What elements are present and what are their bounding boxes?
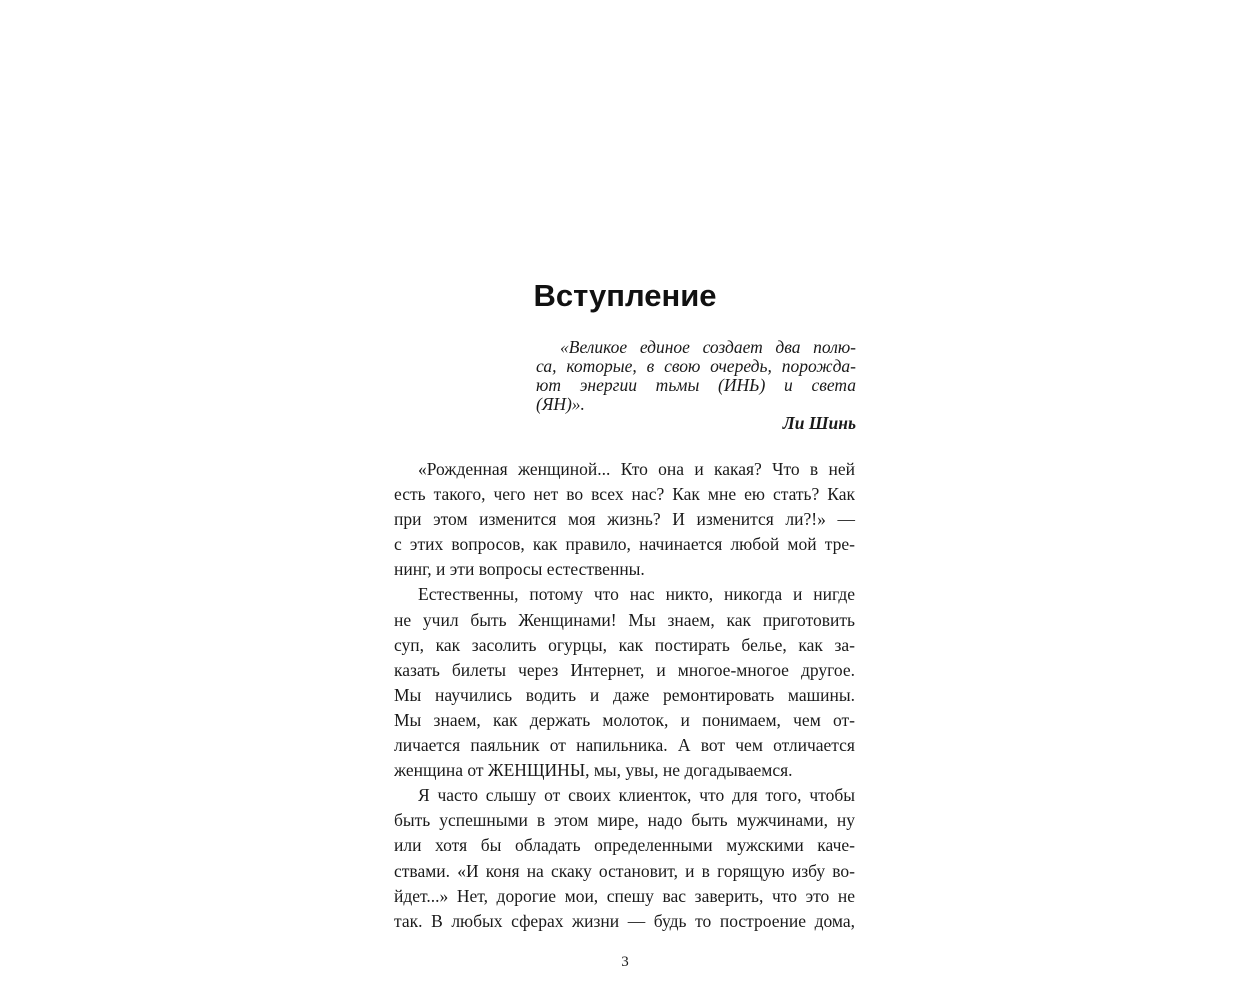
epigraph-line: ют энергии тьмы (ИНЬ) и света <box>536 375 856 395</box>
text-line: казать билеты через Интернет, и многое-многое другое. <box>394 659 855 680</box>
text-line: так. В любых сферах жизни — будь то построение дома, <box>394 910 855 931</box>
text-line: ствами. «И коня на скаку остановит, и в горящую избу во- <box>394 860 855 881</box>
text-line: нинг, и эти вопросы естественны. <box>394 559 645 580</box>
text-line: Я часто слышу от своих клиенток, что для того, чтобы <box>418 785 855 806</box>
paragraph <box>394 582 855 783</box>
text-line: Естественны, потому что нас никто, никогда и нигде <box>418 584 855 605</box>
epigraph <box>536 338 856 433</box>
epigraph-line: са, которые, в свою очередь, порожда- <box>536 356 856 376</box>
chapter-title: Вступление <box>533 278 717 313</box>
body-text <box>394 457 855 934</box>
text-line: быть успешными в этом мире, надо быть мужчинами, ну <box>394 810 855 831</box>
text-line: с этих вопросов, как правило, начинается любой мой тре- <box>394 534 855 555</box>
paragraph <box>394 457 855 582</box>
text-line: женщина от ЖЕНЩИНЫ, мы, увы, не догадываемся. <box>394 760 793 781</box>
text-line: не учил быть Женщинами! Мы знаем, как приготовить <box>394 609 855 630</box>
text-line: суп, как засолить огурцы, как постирать белье, как за- <box>394 634 855 655</box>
page-number: 3 <box>621 954 629 970</box>
text-line: есть такого, чего нет во всех нас? Как мне ею стать? Как <box>394 484 855 505</box>
epigraph-line: (ЯН)». <box>536 394 585 414</box>
text-line: личается паяльник от напильника. А вот чем отличается <box>394 735 855 756</box>
text-line: «Рожденная женщиной... Кто она и какая? Что в ней <box>418 459 855 479</box>
epigraph-author: Ли Шинь <box>782 413 856 433</box>
paragraph <box>394 783 855 934</box>
text-line: Мы знаем, как держать молоток, и понимаем, чем от- <box>394 709 855 730</box>
text-line: Мы научились водить и даже ремонтировать машины. <box>394 684 855 705</box>
text-line: йдет...» Нет, дорогие мои, спешу вас заверить, что это не <box>394 885 855 906</box>
text-line: при этом изменится моя жизнь? И изменится ли?!» — <box>394 509 855 530</box>
epigraph-line: «Великое единое создает два полю- <box>560 337 856 357</box>
text-line: или хотя бы обладать определенными мужскими каче- <box>394 835 855 856</box>
